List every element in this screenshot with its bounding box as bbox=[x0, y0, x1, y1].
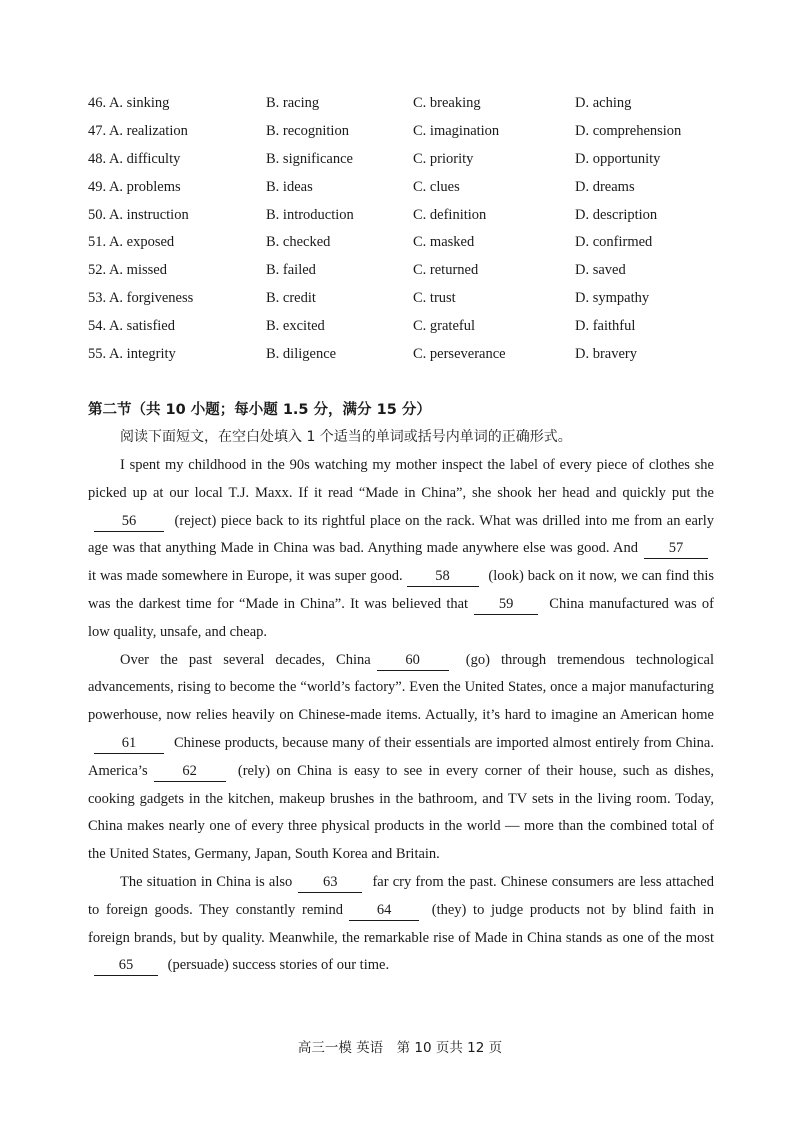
option-b: B. racing bbox=[266, 95, 320, 112]
option-a: 47. A. realization bbox=[88, 123, 188, 140]
option-row bbox=[88, 312, 728, 340]
option-c: C. trust bbox=[413, 289, 456, 306]
passage-paragraph-1 bbox=[88, 452, 714, 647]
option-d: D. saved bbox=[575, 262, 626, 279]
option-a: 55. A. integrity bbox=[88, 345, 176, 362]
option-b: B. introduction bbox=[266, 206, 354, 223]
option-d: D. comprehension bbox=[575, 123, 682, 140]
blank-61[interactable]: 61 bbox=[94, 733, 164, 754]
option-d: D. sympathy bbox=[575, 289, 650, 306]
option-row bbox=[88, 285, 728, 313]
blank-58[interactable]: 58 bbox=[407, 566, 479, 587]
option-d: D. dreams bbox=[575, 178, 635, 195]
option-c: C. returned bbox=[413, 262, 479, 279]
option-d: D. confirmed bbox=[575, 234, 653, 251]
passage-text: far cry from the past. Chinese consumers are less attached to foreign goods. They constantly remind bbox=[88, 873, 714, 918]
option-b: B. excited bbox=[266, 317, 325, 334]
passage-text: The situation in China is also bbox=[120, 873, 293, 890]
option-b: B. failed bbox=[266, 262, 316, 279]
blank-62[interactable]: 62 bbox=[154, 761, 226, 782]
section-title: 第二节（共 10 小题；每小题 1.5 分，满分 15 分） bbox=[88, 402, 431, 418]
option-a: 48. A. difficulty bbox=[88, 150, 181, 167]
option-d: D. aching bbox=[575, 95, 632, 112]
option-a: 51. A. exposed bbox=[88, 234, 175, 251]
option-c: C. imagination bbox=[413, 123, 500, 140]
option-d: D. faithful bbox=[575, 317, 636, 334]
blank-56[interactable]: 56 bbox=[94, 511, 164, 532]
option-c: C. breaking bbox=[413, 95, 481, 112]
passage-text: Over the past several decades, China bbox=[120, 651, 371, 668]
page-footer: 高三一模 英语 第 10 页共 12 页 bbox=[297, 1040, 503, 1056]
option-b: B. significance bbox=[266, 150, 353, 167]
option-b: B. checked bbox=[266, 234, 331, 251]
passage-text: (rely) on China is easy to see in every corner of their house, such as dishes, cooking gadgets in the kitchen, makeup brushes in the bathroom, and TV sets in the living room. Today, China makes nearly one of every three physical products in the world — more than the combined total of the United States, Germany, Japan, South Korea and Britain. bbox=[88, 762, 714, 863]
option-row bbox=[88, 146, 728, 174]
passage-text: China manufactured was of low quality, unsafe, and cheap. bbox=[88, 595, 714, 640]
option-c: C. priority bbox=[413, 150, 474, 167]
option-d: D. opportunity bbox=[575, 150, 661, 167]
option-b: B. recognition bbox=[266, 123, 349, 140]
option-row bbox=[88, 118, 728, 146]
option-b: B. credit bbox=[266, 289, 316, 306]
option-row bbox=[88, 90, 728, 118]
passage-text: Chinese products, because many of their essentials are imported almost entirely from China. America’s bbox=[88, 734, 714, 779]
option-row bbox=[88, 229, 728, 257]
option-d: D. bravery bbox=[575, 345, 638, 362]
option-d: D. description bbox=[575, 206, 658, 223]
option-c: C. clues bbox=[413, 178, 460, 195]
option-b: B. diligence bbox=[266, 345, 337, 362]
passage-text: (persuade) success stories of our time. bbox=[164, 957, 390, 974]
blank-60[interactable]: 60 bbox=[377, 650, 449, 671]
option-row bbox=[88, 257, 728, 285]
option-row bbox=[88, 340, 728, 368]
option-row bbox=[88, 173, 728, 201]
blank-59[interactable]: 59 bbox=[474, 594, 538, 615]
option-c: C. grateful bbox=[413, 317, 476, 334]
option-a: 52. A. missed bbox=[88, 262, 167, 279]
passage-text: I spent my childhood in the 90s watching my mother inspect the label of every piece of clothes she picked up at our local T.J. Maxx. If it read “Made in China”, she shook her head and quickly put the bbox=[88, 457, 714, 501]
option-b: B. ideas bbox=[266, 178, 313, 195]
blank-57[interactable]: 57 bbox=[644, 538, 708, 559]
option-a: 53. A. forgiveness bbox=[88, 289, 194, 306]
passage-text: (they) to judge products not by blind faith in foreign brands, but by quality. Meanwhile, the remarkable rise of Made in China stands as one of the most bbox=[88, 901, 714, 946]
passage-paragraph-3 bbox=[88, 869, 714, 980]
passage-text: (look) back on it now, we can find this was the darkest time for “Made in China”. It was believed that bbox=[88, 568, 714, 612]
blank-65[interactable]: 65 bbox=[94, 955, 158, 976]
passage-text: (reject) piece back to its rightful place on the rack. What was drilled into me from an early age was that anything Made in China was bad. Anything made anywhere else was good. And bbox=[88, 512, 714, 557]
option-a: 49. A. problems bbox=[88, 178, 181, 195]
option-a: 50. A. instruction bbox=[88, 206, 189, 223]
section-instruction: 阅读下面短文，在空白处填入 1 个适当的单词或括号内单词的正确形式。 bbox=[120, 429, 572, 445]
option-a: 46. A. sinking bbox=[88, 95, 170, 112]
option-c: C. masked bbox=[413, 234, 475, 251]
blank-63[interactable]: 63 bbox=[298, 872, 362, 893]
answer-options-table bbox=[88, 90, 728, 368]
option-c: C. perseverance bbox=[413, 345, 506, 362]
option-row bbox=[88, 201, 728, 229]
reading-passage bbox=[88, 452, 714, 980]
option-a: 54. A. satisfied bbox=[88, 317, 175, 334]
option-c: C. definition bbox=[413, 206, 487, 223]
passage-text: it was made somewhere in Europe, it was super good. bbox=[88, 568, 403, 585]
blank-64[interactable]: 64 bbox=[349, 900, 419, 921]
passage-paragraph-2 bbox=[88, 647, 714, 869]
passage-text: (go) through tremendous technological advancements, rising to become the “world’s factory”. Even the United States, once a major manufacturing powerhouse, now relies heavily on Chinese-made items. Actually, it’s hard to imagine an American home bbox=[88, 651, 714, 724]
